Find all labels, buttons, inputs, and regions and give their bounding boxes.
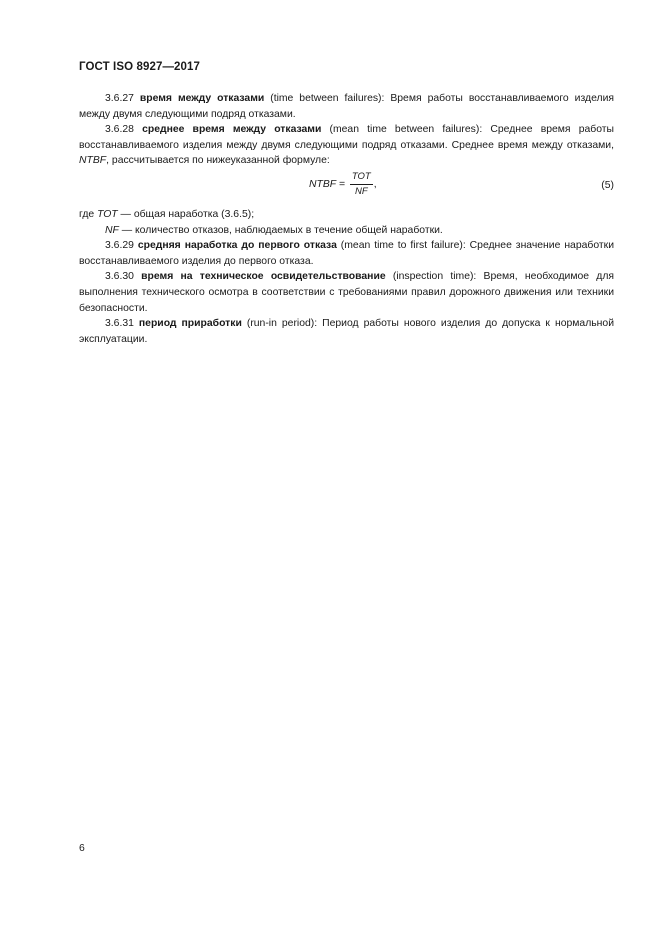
term-3-6-31: [79, 316, 614, 347]
where-text-nf: — количество отказов, наблюдаемых в течение общей наработки.: [118, 224, 443, 236]
term-3-6-28: [79, 122, 614, 169]
page-number: 6: [79, 843, 85, 854]
formula-fraction: [350, 171, 373, 198]
term-number: 3.6.31: [105, 318, 134, 330]
term-number: 3.6.29: [105, 240, 134, 252]
document-body: [79, 91, 614, 347]
term-definition: (inspection time): Время, необходимое для выполнения технического осмотра в соответствии с требованиями правил дорожного движения или техники безопасности.: [79, 271, 615, 314]
term-name: время между отказами: [139, 93, 265, 104]
term-3-6-30: [79, 269, 614, 316]
term-number: 3.6.28: [105, 124, 134, 136]
term-number: 3.6.27: [105, 93, 134, 104]
where-line-tot: [79, 207, 614, 223]
term-name: средняя наработка до первого отказа: [137, 240, 337, 252]
formula-expression: [309, 171, 377, 198]
formula-denominator: NF: [354, 185, 368, 197]
term-definition: (time between failures): Время работы восстанавливаемого изделия между двумя следующими подряд отказами.: [79, 93, 614, 120]
where-line-nf: [79, 223, 614, 239]
document-header: ГОСТ ISO 8927—2017: [79, 61, 201, 73]
formula-numerator: TOT: [350, 171, 373, 185]
formula-lhs: NTBF =: [309, 178, 345, 190]
formula-comma: ,: [373, 178, 377, 190]
term-name: время на техническое освидетельствование: [141, 271, 386, 283]
term-number: 3.6.30: [105, 271, 134, 283]
term-definition: (mean time between failures): Среднее время работы восстанавливаемого изделия между двумя следующими подряд отказами. Среднее время между отказами,: [79, 124, 615, 151]
where-prefix: где: [79, 208, 98, 220]
formula-number: (5): [601, 179, 614, 191]
term-definition-end: , рассчитывается по нижеуказанной формуле:: [106, 155, 330, 167]
term-name: период приработки: [138, 318, 242, 330]
term-3-6-27: [79, 91, 614, 122]
term-definition: (run-in period): Период работы нового изделия до допуска к нормальной эксплуатации.: [79, 318, 615, 345]
where-var-tot: TOT: [97, 208, 118, 220]
formula-5: [79, 171, 614, 201]
where-var-nf: NF: [105, 224, 119, 236]
term-abbreviation: NTBF: [79, 155, 107, 167]
term-name: среднее время между отказами: [142, 124, 322, 136]
term-definition: (mean time to first failure): Среднее значение наработки восстанавливаемого изделия до первого отказа.: [79, 240, 614, 267]
where-text-tot: — общая наработка (3.6.5);: [117, 208, 255, 220]
term-3-6-29: [79, 238, 614, 269]
